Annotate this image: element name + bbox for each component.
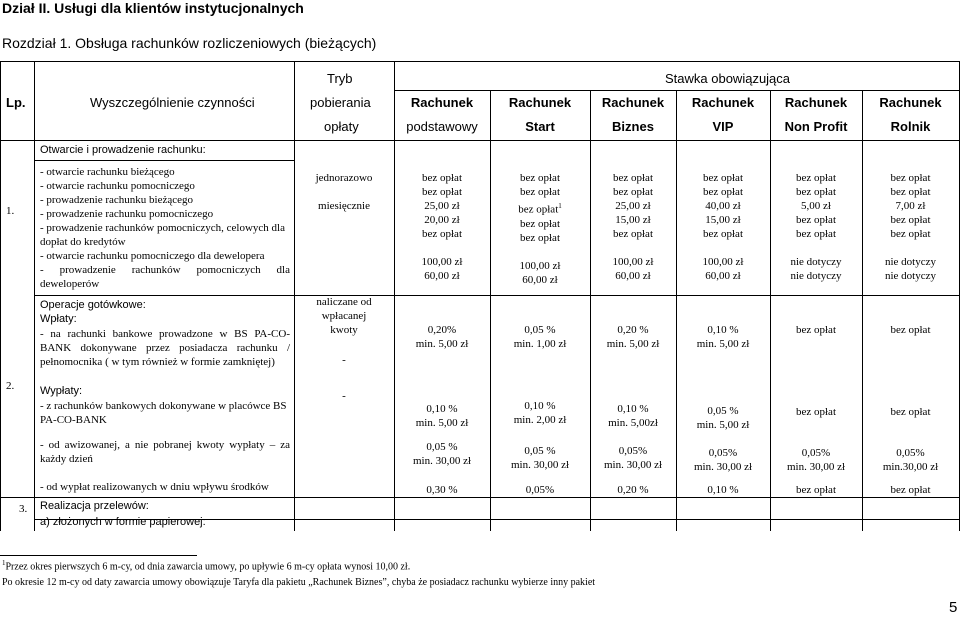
- row1-col-start: bez opłat bez opłat bez opłat$^1$ bez opłat bez opłat 100,00 zł 60,00 zł: [518, 172, 562, 286]
- row2-awizo-vip: 0,05% min. 30,00 zł: [693, 447, 753, 473]
- header-tryb-1: Tryb: [327, 71, 353, 86]
- row2-wplaty-description: - na rachunki bankowe prowadzone w BS PA-CO- BANK dokonywane przez posiadacza rachunku / pełnomocnika ( w tym również w formie zamkniętej): [40, 328, 290, 368]
- row3-title: Realizacja przelewów:: [40, 500, 149, 512]
- header-rachunek-6: Rachunek: [879, 95, 942, 110]
- row2-awizo-start: 0,05 % min. 30,00 zł: [510, 445, 570, 471]
- header-stawka: Stawka obowiązująca: [665, 71, 791, 86]
- row2-wyplaty-rolnik: bez opłat: [890, 406, 931, 418]
- row1-col-rolnik: bez opłat bez opłat 7,00 zł bez opłat bez opłat nie dotyczy nie dotyczy: [884, 172, 936, 282]
- header-rachunek-5: Rachunek: [784, 95, 848, 110]
- row2-wplaty-rolnik: bez opłat: [890, 324, 931, 336]
- row2-lp: 2.: [6, 380, 15, 392]
- row2-same-day-non-profit: bez opłat: [795, 484, 836, 496]
- row2-wyplaty-biznes: 0,10 % min. 5,00zł: [608, 403, 658, 429]
- row1-col-vip: bez opłat bez opłat 40,00 zł 15,00 zł bez opłat 100,00 zł 60,00 zł: [702, 172, 744, 282]
- page-number: 5: [949, 599, 958, 616]
- row3-lp: 3.: [19, 503, 28, 515]
- header-tryb-3: opłaty: [324, 119, 359, 134]
- row1-tryb-monthly: miesięcznie: [318, 200, 370, 212]
- row2-wyplaty-vip: 0,05 % min. 5,00 zł: [696, 405, 750, 431]
- footnote-ref-1: 1: [558, 202, 562, 210]
- row2-awizo-rolnik: 0,05% min.30,00 zł: [882, 447, 939, 473]
- row1-tryb-once: jednorazowo: [315, 172, 373, 184]
- row2-awizo-non-profit: 0,05% min. 30,00 zł: [786, 447, 846, 473]
- row2-same-day-rolnik: bez opłat: [890, 484, 931, 496]
- footnote-2: Po okresie 12 m-cy od daty zawarcia umowy obowiązuje Taryfa dla pakietu „Rachunek Biznes”, chyba że posiadacz rachunku wybierze inny pakiet: [2, 577, 596, 588]
- header-type-podstawowy: podstawowy: [406, 119, 478, 134]
- header-rachunek-2: Rachunek: [508, 95, 572, 110]
- header-type-vip: VIP: [712, 119, 734, 134]
- header-rachunek-4: Rachunek: [691, 95, 755, 110]
- row1-title: Otwarcie i prowadzenie rachunku:: [40, 144, 206, 156]
- header-type-biznes: Biznes: [612, 119, 654, 134]
- row2-wplaty-biznes: 0,20 % min. 5,00 zł: [606, 324, 660, 350]
- row2-awizo-description: - od awizowanej, a nie pobranej kwoty wypłaty – za każdy dzień: [40, 439, 290, 465]
- row1-lp: 1.: [6, 205, 15, 217]
- row2-same-day-start: 0,05%: [525, 484, 555, 496]
- row2-wyplaty-description: - z rachunków bankowych dokonywane w placówce BS PA-CO-BANK: [40, 400, 287, 426]
- row2-wplaty-podstawowy: 0,20% min. 5,00 zł: [415, 324, 469, 350]
- header-type-rolnik: Rolnik: [890, 119, 931, 134]
- header-type-non-profit: Non Profit: [784, 119, 848, 134]
- row1-col-biznes: bez opłat bez opłat 25,00 zł 15,00 zł bez opłat 100,00 zł 60,00 zł: [612, 172, 654, 282]
- row2-wplaty-non-profit: bez opłat: [795, 324, 836, 336]
- row2-tryb: naliczane od wpłacanej kwoty - -: [316, 296, 372, 402]
- row2-wyplaty-start: 0,10 % min. 2,00 zł: [513, 400, 567, 426]
- row1-col-podstawowy: bez opłat bez opłat 25,00 zł 20,00 zł bez opłat 100,00 zł 60,00 zł: [421, 172, 463, 282]
- header-lp: Lp.: [6, 95, 26, 110]
- row2-awizo-biznes: 0,05% min. 30,00 zł: [603, 445, 663, 471]
- row2-wyplaty-podstawowy: 0,10 % min. 5,00 zł: [415, 403, 469, 429]
- row2-same-day-vip: 0,10 %: [707, 484, 739, 496]
- row1-description: - otwarcie rachunku bieżącego - otwarcie rachunku pomocniczego - prowadzenie rachunku bieżącego - prowadzenie rachunku pomocniczego - prowadzenie rachunków pomocniczych, celowych dla dopłat do kredytów - otwarcie rachunku pomocniczego dla dewelopera - prowadzenie rachunków pomocniczych dla deweloperów: [40, 166, 290, 290]
- row2-wyplaty-non-profit: bez opłat: [795, 406, 836, 418]
- row2-same-day-description: - od wypłat realizowanych w dniu wpływu środków: [40, 481, 269, 493]
- footnote-separator: [0, 555, 197, 556]
- row3-subtitle: a) złożonych w formie papierowej:: [40, 516, 206, 528]
- chapter-heading: Rozdział 1. Obsługa rachunków rozliczeniowych (bieżących): [2, 35, 377, 51]
- row2-awizo-podstawowy: 0,05 % min. 30,00 zł: [412, 441, 472, 467]
- header-rachunek-3: Rachunek: [601, 95, 665, 110]
- header-rachunek-1: Rachunek: [410, 95, 474, 110]
- row2-same-day-podstawowy: 0,30 %: [426, 484, 458, 496]
- row2-title: Operacje gotówkowe:: [40, 299, 146, 311]
- row2-wplaty-start: 0,05 % min. 1,00 zł: [513, 324, 567, 350]
- row2-wyplaty-label: Wypłaty:: [40, 385, 83, 397]
- footnote-1: $^1$Przez okres pierwszych 6 m-cy, od dnia zawarcia umowy, po upływie 6 m-cy opłata wynosi 10,00 zł.: [2, 559, 411, 573]
- header-description: Wyszczególnienie czynności: [90, 95, 255, 110]
- row2-wplaty-label: Wpłaty:: [40, 313, 77, 325]
- row2-wplaty-vip: 0,10 % min. 5,00 zł: [696, 324, 750, 350]
- row1-col-non-profit: bez opłat bez opłat 5,00 zł bez opłat bez opłat nie dotyczy nie dotyczy: [790, 172, 842, 282]
- row2-same-day-biznes: 0,20 %: [617, 484, 649, 496]
- section-heading: Dział II. Usługi dla klientów instytucjonalnych: [2, 0, 304, 16]
- header-type-start: Start: [525, 119, 555, 134]
- header-tryb-2: pobierania: [310, 95, 371, 110]
